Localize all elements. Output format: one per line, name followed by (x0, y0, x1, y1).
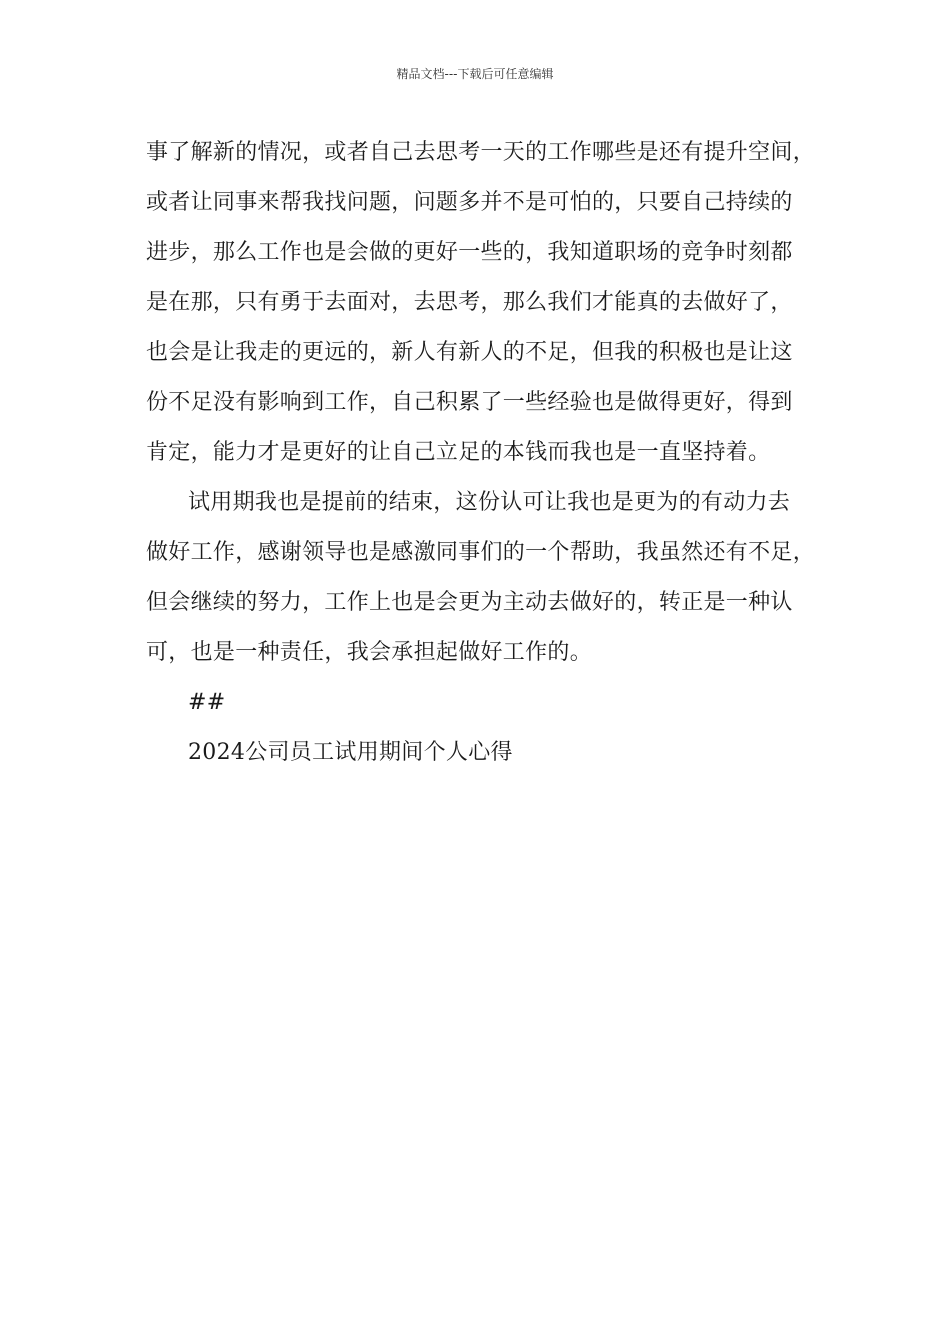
document-body (146, 128, 814, 778)
text-line: 做好工作，感谢领导也是感激同事们的一个帮助，我虽然还有不足， (146, 540, 816, 565)
text-line: 事了解新的情况，或者自己去思考一天的工作哪些是还有提升空间， (146, 140, 816, 165)
page-header: 精品文档---下载后可任意编辑 (396, 67, 554, 81)
paragraph-1 (146, 128, 814, 478)
next-section-title: 2024公司员工试用期间个人心得 (188, 740, 513, 765)
section-separator: ## (188, 690, 226, 715)
text-line: 试用期我也是提前的结束，这份认可让我也是更为的有动力去 (188, 490, 791, 515)
text-line: 或者让同事来帮我找问题，问题多并不是可怕的，只要自己持续的 (146, 190, 793, 215)
text-line: 是在那，只有勇于去面对，去思考，那么我们才能真的去做好了， (146, 290, 793, 315)
paragraph-2 (146, 478, 814, 678)
text-line: 可，也是一种责任，我会承担起做好工作的。 (146, 640, 593, 665)
text-line: 份不足没有影响到工作，自己积累了一些经验也是做得更好，得到 (146, 390, 793, 415)
text-line: 进步，那么工作也是会做的更好一些的，我知道职场的竞争时刻都 (146, 240, 793, 265)
text-line: 肯定，能力才是更好的让自己立足的本钱而我也是一直坚持着。 (146, 440, 771, 465)
text-line: 也会是让我走的更远的，新人有新人的不足，但我的积极也是让这 (146, 340, 793, 365)
text-line: 但会继续的努力，工作上也是会更为主动去做好的，转正是一种认 (146, 590, 793, 615)
